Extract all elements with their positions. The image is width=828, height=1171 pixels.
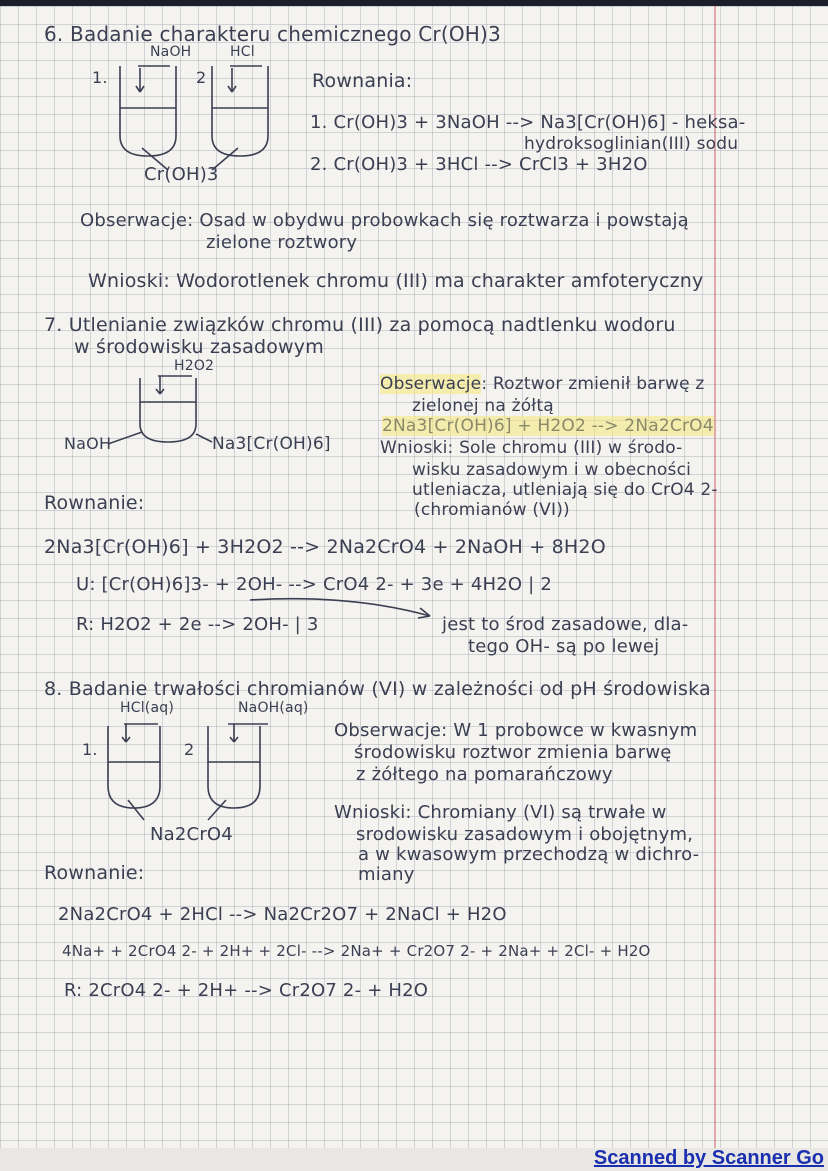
section8-molecular-equation: 2Na2CrO4 + 2HCl --> Na2Cr2O7 + 2NaCl + H2O — [58, 904, 507, 925]
section7-highlighted-equation: 2Na3[Cr(OH)6] + H2O2 --> 2Na2CrO4 — [382, 416, 714, 436]
section8-conclusions-line1: Wnioski: Chromiany (VI) są trwałe w — [334, 802, 667, 823]
section7-label-product: Na3[Cr(OH)6] — [212, 434, 331, 454]
section6-equations-header: Rownania: — [312, 70, 413, 92]
section7-observations-label: Obserwacje — [380, 374, 482, 394]
section6-tube1-number: 1. — [92, 68, 108, 87]
scanner-watermark[interactable]: Scanned by Scanner Go — [593, 1147, 824, 1169]
section7-conclusions-line1: Wnioski: Sole chromu (III) w środo- — [380, 438, 683, 458]
section7-title-line1: 7. Utlenianie związków chromu (III) za pomocą nadtlenku wodoru — [44, 314, 676, 336]
section8-label-naoh: NaOH(aq) — [238, 700, 309, 716]
section8-equation-header: Rownanie: — [44, 862, 145, 884]
section7-observations-line1 — [380, 374, 704, 394]
section8-ionic-equation: 4Na+ + 2CrO4 2- + 2H+ + 2Cl- --> 2Na+ + Cr2O7 2- + 2Na+ + 2Cl- + H2O — [62, 942, 651, 960]
section7-note-line2: tego OH- są po lewej — [468, 636, 660, 657]
section7-label-naoh: NaOH — [64, 434, 112, 453]
section7-observations-line2: zielonej na żółtą — [412, 396, 554, 416]
section6-eq1-line1: 1. Cr(OH)3 + 3NaOH --> Na3[Cr(OH)6] - heksa- — [310, 112, 746, 133]
section7-conclusions-line2: wisku zasadowym i w obecności — [412, 460, 692, 480]
section8-tube1-number: 1. — [82, 740, 98, 759]
section8-label-hcl: HCl(aq) — [120, 700, 174, 716]
section8-observations-line1: Obserwacje: W 1 probowce w kwasnym — [334, 720, 698, 741]
test-tube-drawing — [108, 58, 278, 168]
section8-tube2-number: 2 — [184, 740, 195, 759]
section6-eq2: 2. Cr(OH)3 + 3HCl --> CrCl3 + 3H2O — [310, 154, 648, 175]
section7-label-h2o2: H2O2 — [174, 358, 215, 374]
section7-title-line2: w środowisku zasadowym — [74, 336, 324, 358]
section7-oxidation-halfreaction: U: [Cr(OH)6]3- + 2OH- --> CrO4 2- + 3e + 4H2O | 2 — [76, 574, 553, 595]
margin-line — [714, 6, 716, 1148]
section8-observations-line3: z żółtego na pomarańczowy — [356, 764, 613, 785]
section8-conclusions-line3: a w kwasowym przechodzą w dichro- — [358, 844, 700, 865]
section6-label-naoh: NaOH — [150, 44, 192, 60]
section6-observations-line2: zielone roztwory — [206, 232, 358, 253]
section6-observations-line1: Obserwacje: Osad w obydwu probowkach się roztwarza i powstają — [80, 210, 689, 231]
section7-conclusions-line3: utleniacza, utleniają się do CrO4 2- — [412, 480, 718, 500]
section8-reduced-equation: R: 2CrO4 2- + 2H+ --> Cr2O7 2- + H2O — [64, 980, 429, 1001]
section6-eq1-line2: hydroksoglinian(III) sodu — [524, 134, 739, 154]
section6-precipitate-label: Cr(OH)3 — [144, 164, 219, 185]
section7-note-line1: jest to środ zasadowe, dla- — [442, 614, 689, 635]
section8-salt-label: Na2CrO4 — [150, 824, 233, 845]
section7-observations-text: : Roztwor zmienił barwę z — [481, 374, 705, 394]
section8-conclusions-line2: srodowisku zasadowym i obojętnym, — [356, 824, 694, 845]
section7-equation-header: Rownanie: — [44, 492, 145, 514]
section6-tube2-number: 2 — [196, 68, 207, 87]
section6-title: 6. Badanie charakteru chemicznego Cr(OH)3 — [44, 22, 501, 46]
section6-conclusions: Wnioski: Wodorotlenek chromu (III) ma charakter amfoteryczny — [88, 270, 704, 292]
notebook-page — [0, 6, 828, 1148]
section8-conclusions-line4: miany — [358, 864, 415, 885]
section8-title: 8. Badanie trwałości chromianów (VI) w zależności od pH środowiska — [44, 678, 711, 700]
section7-conclusions-line4: (chromianów (VI)) — [414, 500, 570, 520]
section6-label-hcl: HCl — [230, 44, 255, 60]
test-tube-drawing-8 — [98, 718, 278, 828]
section7-reduction-halfreaction: R: H2O2 + 2e --> 2OH- | 3 — [76, 614, 319, 635]
section7-full-equation: 2Na3[Cr(OH)6] + 3H2O2 --> 2Na2CrO4 + 2NaOH + 8H2O — [44, 536, 606, 558]
section8-observations-line2: środowisku roztwor zmienia barwę — [354, 742, 672, 763]
